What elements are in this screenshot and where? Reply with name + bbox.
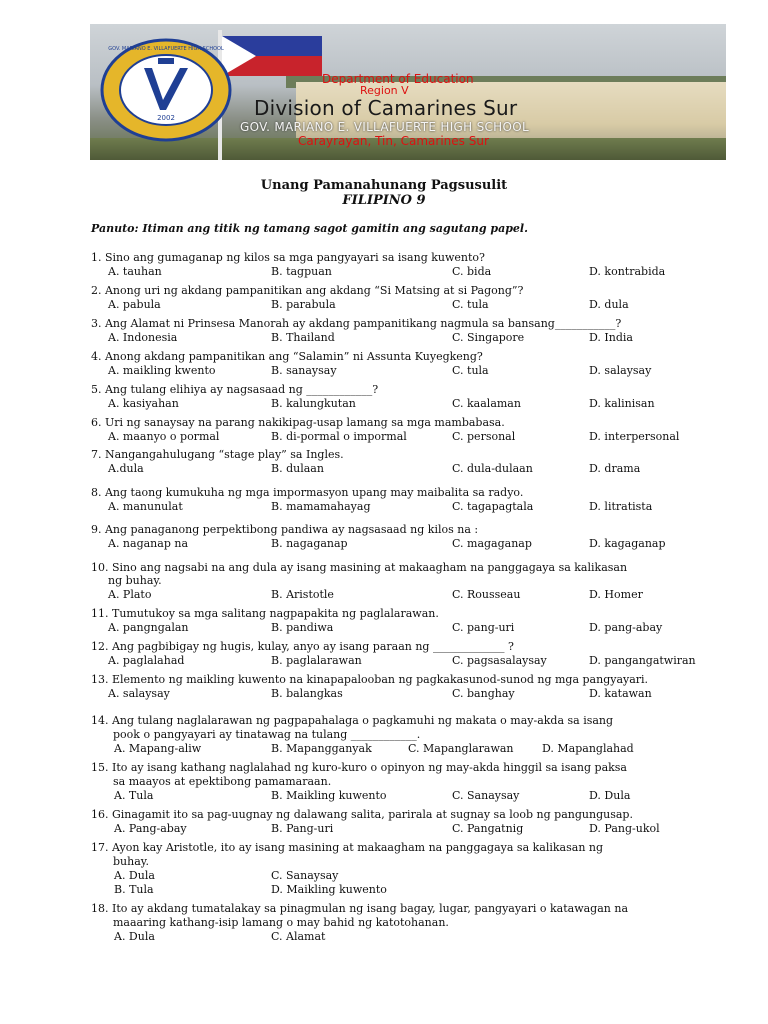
option-a: A. salaysay (108, 687, 170, 700)
question-text: 6. Uri ng sanaysay na parang nakikipag-usap lamang sa mga mambabasa. (91, 416, 505, 429)
option-b: B. dulaan (271, 462, 324, 475)
option-b: B. Aristotle (271, 588, 334, 601)
option-a: A. maikling kwento (108, 364, 216, 377)
question-text: 10. Sino ang nagsabi na ang dula ay isang masining at makaagham na panggagaya sa kalikasan (91, 561, 628, 574)
option-b: B. nagaganap (271, 537, 348, 550)
option-b: B. Pang-uri (271, 822, 334, 835)
option-a: A. Pang-abay (114, 822, 187, 835)
option-a: A. pabula (108, 298, 161, 311)
option-c: C. bida (452, 265, 492, 278)
option-a: A. Tula (114, 789, 154, 802)
option-d: D. katawan (589, 687, 652, 700)
option-c: C. Rousseau (452, 588, 521, 601)
question-text: 13. Elemento ng maikling kuwento na kinapapalooban ng pagkakasunod-sunod ng mga pangyayari. (91, 673, 649, 686)
option-b: B. sanaysay (271, 364, 337, 377)
option-d: D. interpersonal (589, 430, 680, 443)
question-text: 4. Anong akdang pampanitikan ang “Salamin” ni Assunta Kuyegkeng? (91, 350, 483, 363)
question-text-cont: pook o pangyayari ay tinatawag na tulang ____________. (113, 728, 421, 741)
option-b: B. kalungkutan (271, 397, 356, 410)
question-text-cont: sa maayos at epektibong pamamaraan. (113, 775, 332, 788)
exam-title: Unang Pamanahunang Pagsusulit (260, 178, 508, 193)
school-name: GOV. MARIANO E. VILLAFUERTE HIGH SCHOOL (240, 120, 529, 134)
option-b: B. tagpuan (271, 265, 332, 278)
division-label: Division of Camarines Sur (254, 96, 518, 120)
option-c: C. magaganap (452, 537, 532, 550)
option-a: A. kasiyahan (108, 397, 179, 410)
question-text: 2. Anong uri ng akdang pampanitikan ang akdang “Si Matsing at si Pagong”? (91, 284, 524, 297)
option-b: B. paglalarawan (271, 654, 362, 667)
header-banner (90, 24, 726, 160)
option-a: A. Dula (114, 869, 155, 882)
question-text-cont: maaaring kathang-isip lamang o may bahid ng katotohanan. (113, 916, 449, 929)
option-b: B. pandiwa (271, 621, 334, 634)
philippine-flag-icon (222, 36, 322, 76)
option-c: C. Sanaysay (271, 869, 339, 882)
option-a: A. naganap na (108, 537, 189, 550)
question-text: 16. Ginagamit ito sa pag-uugnay ng dalawang salita, parirala at sugnay sa loob ng pangungusap. (91, 808, 633, 821)
question-text: 5. Ang tulang elihiya ay nagsasaad ng ____________? (91, 383, 379, 396)
option-a: A. Dula (114, 930, 155, 943)
seal-year: 2002 (157, 114, 175, 122)
question-text: 14. Ang tulang naglalarawan ng pagpapahalaga o pagkamuhi ng makata o may-akda sa isang (91, 714, 614, 727)
dept-label: Department of Education (322, 72, 474, 86)
option-c: C. Pangatnig (452, 822, 524, 835)
option-c: C. kaalaman (452, 397, 521, 410)
question-text-cont: buhay. (113, 855, 150, 868)
instructions: Panuto: Itiman ang titik ng tamang sagot gamitin ang sagutang papel. (91, 222, 528, 235)
option-c: C. pang-uri (452, 621, 515, 634)
option-d: D. pangangatwiran (589, 654, 696, 667)
option-b: B. Thailand (271, 331, 335, 344)
option-a: A. manunulat (108, 500, 183, 513)
option-c: C. personal (452, 430, 516, 443)
option-d: D. Homer (589, 588, 643, 601)
option-b: B. di-pormal o impormal (271, 430, 407, 443)
question-text: 9. Ang panaganong perpektibong pandiwa ay nagsasaad ng kilos na : (91, 523, 479, 536)
option-c: C. tagapagtala (452, 500, 534, 513)
option-c: C. banghay (452, 687, 515, 700)
question-text: 15. Ito ay isang kathang naglalahad ng kuro-kuro o opinyon ng may-akda hinggil sa isang paksa (91, 761, 627, 774)
question-text-cont: ng buhay. (108, 574, 162, 587)
option-c: C. tula (452, 298, 489, 311)
option-d: D. kagaganap (589, 537, 666, 550)
option-c: C. Mapanglarawan (408, 742, 514, 755)
question-text: 11. Tumutukoy sa mga salitang nagpapakita ng paglalarawan. (91, 607, 439, 620)
option-b: B. Maikling kuwento (271, 789, 387, 802)
option-d: D. Maikling kuwento (271, 883, 387, 896)
option-a: A. Indonesia (108, 331, 178, 344)
option-a: A. pangngalan (108, 621, 189, 634)
exam-subject: FILIPINO 9 (342, 193, 426, 208)
option-c: C. dula-dulaan (452, 462, 533, 475)
option-a: A. Mapang-aliw (114, 742, 202, 755)
question-text: 3. Ang Alamat ni Prinsesa Manorah ay akdang pampanitikang nagmula sa bansang___________? (91, 317, 622, 330)
option-c: C. Singapore (452, 331, 525, 344)
option-b: B. Mapangganyak (271, 742, 372, 755)
option-a: A. Plato (108, 588, 152, 601)
option-b: B. balangkas (271, 687, 343, 700)
option-a: A. paglalahad (108, 654, 185, 667)
option-c: C. pagsasalaysay (452, 654, 547, 667)
option-c: C. Sanaysay (452, 789, 520, 802)
option-d: D. Mapanglahad (542, 742, 634, 755)
option-d: D. dula (589, 298, 629, 311)
seal-ring-text: GOV. MARIANO E. VILLAFUERTE HIGH SCHOOL (108, 46, 224, 52)
question-text: 12. Ang pagbibigay ng hugis, kulay, anyo ay isang paraan ng _____________ ? (91, 640, 514, 653)
option-c: C. Alamat (271, 930, 326, 943)
question-text: 1. Sino ang gumaganap ng kilos sa mga pangyayari sa isang kuwento? (91, 251, 485, 264)
option-d: D. kalinisan (589, 397, 655, 410)
option-a: A. tauhan (108, 265, 162, 278)
option-d: D. pang-abay (589, 621, 663, 634)
option-b: B. parabula (271, 298, 336, 311)
option-d: D. Dula (589, 789, 631, 802)
option-c: C. tula (452, 364, 489, 377)
option-d: D. kontrabida (589, 265, 666, 278)
school-address: Carayrayan, Tin, Camarines Sur (298, 134, 489, 148)
option-b: B. mamamahayag (271, 500, 371, 513)
option-a: A. maanyo o pormal (108, 430, 220, 443)
region-label: Region V (360, 84, 409, 97)
option-d: D. drama (589, 462, 641, 475)
question-text: 17. Ayon kay Aristotle, ito ay isang masining at makaagham na panggagaya sa kalikasan ng (91, 841, 604, 854)
option-a: A.dula (108, 462, 144, 475)
question-text: 18. Ito ay akdang tumatalakay sa pinagmulan ng isang bagay, lugar, pangyayari o katawagan na (91, 902, 629, 915)
option-b: B. Tula (114, 883, 154, 896)
school-seal-icon (100, 38, 232, 142)
option-d: D. salaysay (589, 364, 652, 377)
option-d: D. Pang-ukol (589, 822, 660, 835)
question-text: 7. Nangangahulugang “stage play” sa Ingles. (91, 448, 344, 461)
option-d: D. India (589, 331, 633, 344)
question-text: 8. Ang taong kumukuha ng mga impormasyon upang may maibalita sa radyo. (91, 486, 524, 499)
option-d: D. litratista (589, 500, 653, 513)
